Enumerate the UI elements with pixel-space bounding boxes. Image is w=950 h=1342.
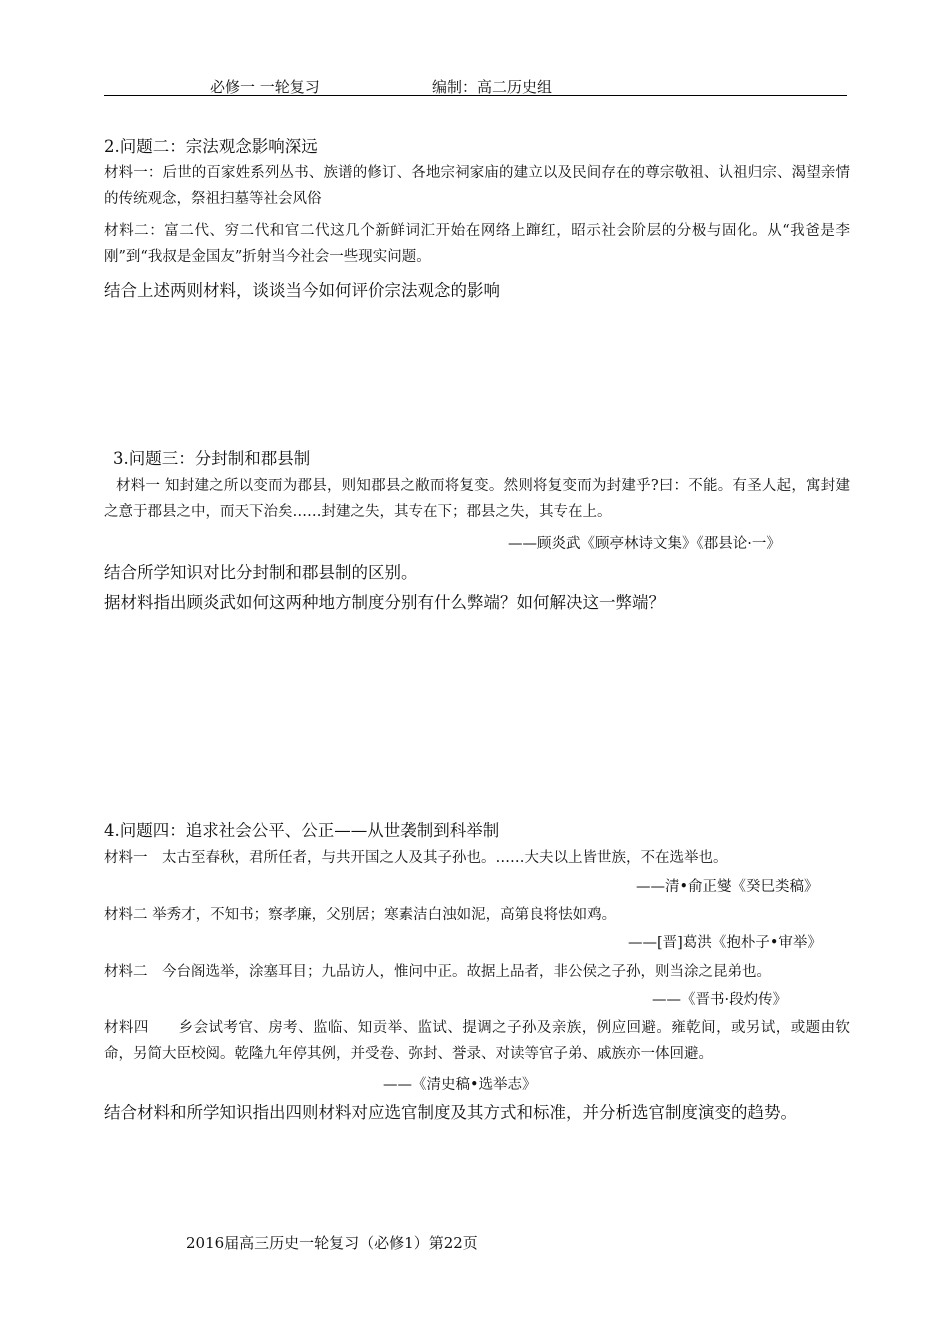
q4-task: 结合材料和所学知识指出四则材料对应选官制度及其方式和标准，并分析选官制度演变的趋势。 bbox=[104, 1103, 797, 1122]
q2-material-1: 材料一：后世的百家姓系列丛书、族谱的修订、各地宗祠家庙的建立以及民间存在的尊宗敬祖、认祖归宗、渴望亲情的传统观念，祭祖扫墓等社会风俗 bbox=[104, 165, 850, 207]
header-right: 编制：高二历史组 bbox=[432, 78, 553, 96]
q2-title: 2.问题二：宗法观念影响深远 bbox=[104, 137, 318, 156]
q2-task: 结合上述两则材料，谈谈当今如何评价宗法观念的影响 bbox=[104, 281, 500, 300]
q4-material-4: 材料四 乡会试考官、房考、监临、知贡举、监试、提调之子孙及亲族，例应回避。雍乾间，或另试，或题由钦命，另简大臣校阅。乾隆九年停其例，并受卷、弥封、誉录、对读等官子弟、戚族亦一体回避。 bbox=[104, 1020, 850, 1062]
q4-material-3: 材料二 今台阁选举，涂塞耳目；九品访人，惟问中正。故据上品者，非公侯之子孙，则当涂之昆弟也。 bbox=[104, 964, 771, 980]
page-footer: 2016届高三历史一轮复习（必修1）第22页 bbox=[186, 1234, 478, 1252]
q4-source-1: ——清•俞正燮《癸巳类稿》 bbox=[636, 879, 819, 895]
header-rule bbox=[104, 95, 847, 96]
q3-source: ——顾炎武《顾亭林诗文集》《郡县论·一》 bbox=[508, 536, 781, 552]
q3-title: 3.问题三：分封制和郡县制 bbox=[113, 449, 311, 468]
q4-material-2: 材料二 举秀才，不知书；察孝廉，父别居；寒素洁白浊如泥，高第良将怯如鸡。 bbox=[104, 907, 617, 923]
q4-source-4: ——《清史稿•选举志》 bbox=[383, 1077, 537, 1093]
q3-task-1: 结合所学知识对比分封制和郡县制的区别。 bbox=[104, 563, 418, 582]
q4-material-1: 材料一 太古至春秋，君所任者，与共开国之人及其子孙也。……大夫以上皆世族，不在选举也。 bbox=[104, 850, 728, 866]
q4-source-3: ——《晋书·段灼传》 bbox=[652, 992, 788, 1008]
q2-material-2: 材料二：富二代、穷二代和官二代这几个新鲜词汇开始在网络上蹿红，昭示社会阶层的分极与固化。从“我爸是李刚”到“我叔是金国友”折射当今社会一些现实问题。 bbox=[104, 223, 850, 265]
q4-source-2: ——[晋]葛洪《抱朴子•审举》 bbox=[628, 935, 822, 951]
q3-material-1: 材料一 知封建之所以变而为郡县，则知郡县之敝而将复变。然则将复变而为封建乎?曰：不能。有圣人起，寓封建之意于郡县之中，而天下治矣……封建之失，其专在下；郡县之失，其专在上。 bbox=[104, 478, 850, 520]
q3-task-2: 据材料指出顾炎武如何这两种地方制度分别有什么弊端？如何解决这一弊端？ bbox=[104, 593, 665, 612]
q4-title: 4.问题四：追求社会公平、公正——从世袭制到科举制 bbox=[104, 821, 500, 840]
header-left: 必修一 一轮复习 bbox=[210, 78, 320, 96]
